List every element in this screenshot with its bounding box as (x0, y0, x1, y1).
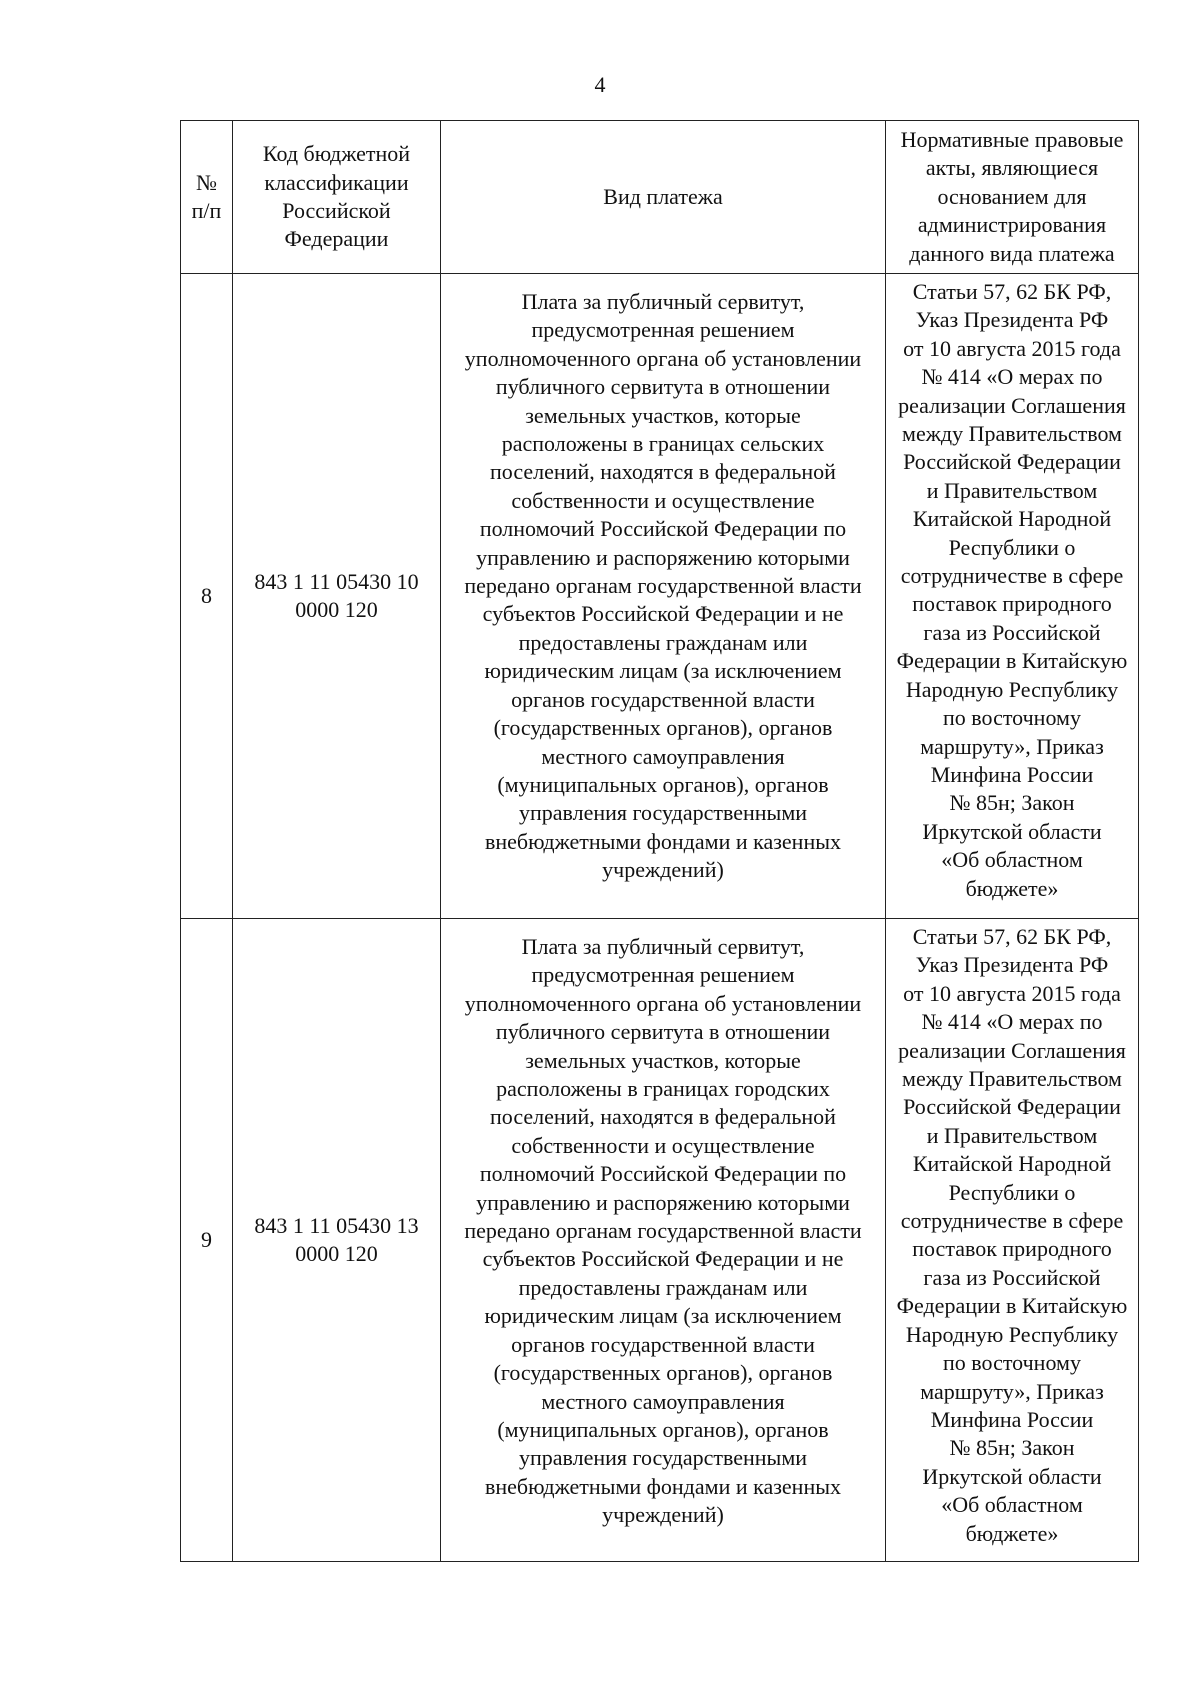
budget-classification-table (180, 120, 1139, 1562)
page-number: 4 (594, 72, 606, 97)
legal-acts: Статьи 57, 62 БК РФ, Указ Президента РФ от 10 августа 2015 года № 414 «О мерах по реализации Соглашения между Правительством Российской Федерации и Правительством Китайской Народной Республики о сотрудничестве в сфере поставок природного газа из Российской Федерации в Китайскую Народную Республику по восточному маршруту», Приказ Минфина России № 85н; Закон Иркутской области «Об областном бюджете» (896, 924, 1128, 1546)
header-legal-acts (886, 121, 1139, 274)
header-payment-type-text: Вид платежа (603, 183, 723, 209)
header-payment-type (441, 121, 886, 274)
budget-code: 843 1 11 05430 10 0000 120 (254, 568, 419, 622)
header-legal-acts-text: Нормативные правовые акты, являющиеся основанием для администрирования данного вида платежа (900, 126, 1124, 266)
row-number: 9 (201, 1226, 212, 1252)
header-budget-code-text: Код бюджетной классификации Российской Федерации (262, 141, 411, 252)
table-header-row (181, 121, 1139, 274)
payment-type: Плата за публичный сервитут, предусмотренная решением уполномоченного органа об установлении публичного сервитута в отношении земельных участков, которые расположены в границах сельских поселений, находятся в федеральной собственности и осуществление полномочий Российской Федерации по управлению и распоряжению которыми передано органам государственной власти субъектов Российской Федерации и не предоставлены гражданам или юридическим лицам (за исключением органов государственной власти (государственных органов), органов местного самоуправления (муниципальных органов), органов управления государственными внебюджетными фондами и казенных учреждений) (464, 289, 862, 883)
header-number (181, 121, 233, 274)
table-row (181, 274, 1139, 919)
row-number-cell (181, 919, 233, 1562)
budget-code-cell (233, 919, 441, 1562)
row-number-cell (181, 274, 233, 919)
header-budget-code (233, 121, 441, 274)
payment-type-cell (441, 274, 886, 919)
legal-acts-cell (886, 274, 1139, 919)
table-row (181, 919, 1139, 1562)
row-number: 8 (201, 582, 212, 608)
budget-code-cell (233, 274, 441, 919)
budget-code: 843 1 11 05430 13 0000 120 (254, 1212, 419, 1266)
legal-acts-cell (886, 919, 1139, 1562)
payment-type: Плата за публичный сервитут, предусмотренная решением уполномоченного органа об установлении публичного сервитута в отношении земельных участков, которые расположены в границах городских поселений, находятся в федеральной собственности и осуществление полномочий Российской Федерации по управлению и распоряжению которыми передано органам государственной власти субъектов Российской Федерации и не предоставлены гражданам или юридическим лицам (за исключением органов государственной власти (государственных органов), органов местного самоуправления (муниципальных органов), органов управления государственными внебюджетными фондами и казенных учреждений) (464, 934, 862, 1528)
legal-acts: Статьи 57, 62 БК РФ, Указ Президента РФ от 10 августа 2015 года № 414 «О мерах по реализации Соглашения между Правительством Российской Федерации и Правительством Китайской Народной Республики о сотрудничестве в сфере поставок природного газа из Российской Федерации в Китайскую Народную Республику по восточному маршруту», Приказ Минфина России № 85н; Закон Иркутской области «Об областном бюджете» (896, 279, 1128, 901)
header-number-text: № п/п (191, 169, 222, 223)
payment-type-cell (441, 919, 886, 1562)
